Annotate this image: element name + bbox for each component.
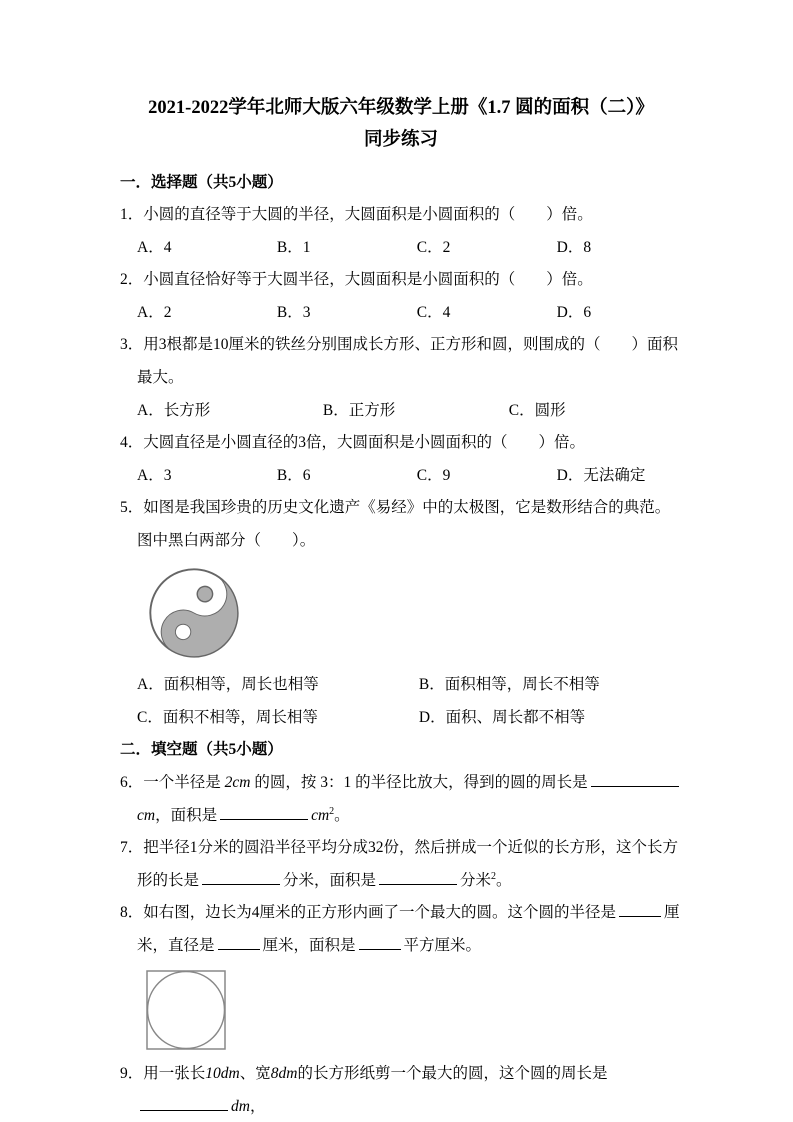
q8-seg3: 厘米，面积是 (262, 936, 356, 954)
q8-seg1: 8．如右图，边长为4厘米的正方形内画了一个最大的圆。这个圆的半径是 (120, 904, 617, 922)
answer-blank (218, 935, 260, 950)
q7-seg4: 。 (496, 871, 512, 889)
answer-blank (202, 870, 280, 885)
question-7-text (120, 832, 682, 897)
section-heading-choice: 一．选择题（共5小题） (120, 173, 283, 191)
option-b: B．6 (276, 466, 311, 484)
q6-superscript: 2 (329, 805, 335, 817)
q9-seg1: 9．用一张长 (120, 1065, 206, 1083)
question-9-text (120, 1058, 682, 1122)
square-circle-icon (146, 970, 226, 1050)
option-a: A．长方形 (137, 401, 211, 419)
q7-seg3: 分米 (460, 871, 492, 889)
question-2-options (120, 297, 682, 330)
title-line-1: 2021-2022学年北师大版六年级数学上册《1.7 圆的面积（二）》 (148, 98, 654, 118)
option-b: B．正方形 (322, 401, 396, 419)
taiji-yin-yang-diagram (146, 565, 682, 661)
option-d: D．6 (556, 303, 592, 321)
q6-seg2: 的圆，按 3：1 的半径比放大，得到的圆的周长是 (250, 773, 588, 791)
option-d: D．8 (556, 238, 592, 256)
option-a: A．4 (137, 238, 172, 256)
q7-seg2: 分米，面积是 (283, 871, 377, 889)
question-2-text: 2．小圆直径恰好等于大圆半径，大圆面积是小圆面积的（ ）倍。 (120, 271, 593, 289)
q7-superscript: 2 (491, 870, 497, 882)
page-title (120, 92, 682, 157)
q6-math3: cm (311, 806, 330, 824)
q9-seg2: 、宽 (239, 1065, 271, 1083)
q8-seg2: 厘米，直径是 (137, 904, 680, 954)
option-b: B．3 (276, 303, 311, 321)
answer-blank (619, 902, 661, 917)
question-5-options-row-2 (120, 702, 682, 735)
q6-math2: cm (137, 806, 156, 824)
option-d: D．面积、周长都不相等 (418, 708, 586, 726)
option-a: A．3 (137, 466, 172, 484)
answer-blank (220, 805, 308, 820)
question-1-text: 1．小圆的直径等于大圆的半径，大圆面积是小圆面积的（ ）倍。 (120, 206, 593, 224)
option-c: C．2 (416, 238, 451, 256)
q6-seg1: 6．一个半径是 (120, 773, 225, 791)
q9-math3: dm (231, 1097, 250, 1115)
option-d: D．无法确定 (556, 466, 646, 484)
q7-seg1: 7．把半径1分米的圆沿半径平均分成32份，然后拼成一个近似的长方形，这个长方形的长是 (120, 839, 679, 889)
question-4-options (120, 460, 682, 493)
option-c: C．9 (416, 466, 451, 484)
question-8-text (120, 897, 682, 962)
option-b: B．面积相等，周长不相等 (418, 676, 600, 694)
q9-seg4: ， (249, 1097, 266, 1115)
option-c: C．圆形 (508, 401, 566, 419)
answer-blank (379, 870, 457, 885)
q6-seg3: ，面积是 (155, 806, 218, 824)
section-heading-fill: 二．填空题（共5小题） (120, 741, 283, 759)
q9-math2: 8dm (270, 1065, 298, 1083)
answer-blank (140, 1096, 228, 1111)
question-5-options-row-1 (120, 669, 682, 702)
question-6-text (120, 767, 682, 832)
answer-blank (359, 935, 401, 950)
option-c: C．4 (416, 303, 451, 321)
q6-seg4: 。 (334, 806, 350, 824)
question-4-text: 4．大圆直径是小圆直径的3倍，大圆面积是小圆面积的（ ）倍。 (120, 434, 586, 452)
option-a: A．面积相等，周长也相等 (137, 676, 319, 694)
option-a: A．2 (137, 303, 172, 321)
q6-math1: 2cm (224, 773, 251, 791)
answer-blank (591, 772, 679, 787)
square-with-inscribed-circle (146, 970, 682, 1050)
question-3-options (120, 395, 682, 428)
q9-seg3: 的长方形纸剪一个最大的圆，这个圆的周长是 (297, 1065, 608, 1083)
q8-seg4: 平方厘米。 (403, 936, 482, 954)
question-5-text: 5．如图是我国珍贵的历史文化遗产《易经》中的太极图，它是数形结合的典范。图中黑白两部分（ ）。 (120, 499, 671, 549)
option-b: B．1 (276, 238, 311, 256)
worksheet-content (120, 92, 682, 1122)
question-1-options (120, 232, 682, 265)
option-c: C．面积不相等，周长相等 (137, 708, 318, 726)
question-3-text: 3．用3根都是10厘米的铁丝分别围成长方形、正方形和圆，则围成的（ ）面积最大。 (120, 336, 679, 387)
title-line-2: 同步练习 (363, 130, 438, 151)
q9-math1: 10dm (205, 1065, 240, 1083)
taiji-icon (146, 565, 242, 661)
